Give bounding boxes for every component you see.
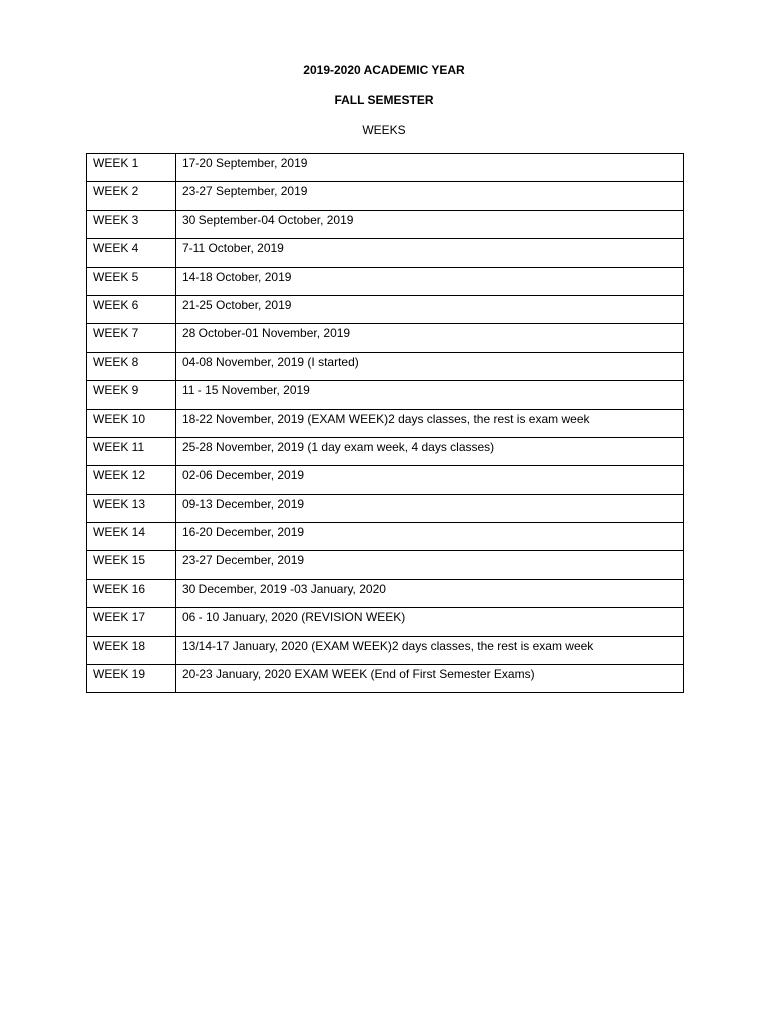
table-row xyxy=(87,579,684,607)
week-number-cell: WEEK 16 xyxy=(87,579,176,607)
table-row xyxy=(87,523,684,551)
week-number-cell: WEEK 6 xyxy=(87,295,176,323)
week-dates-cell: 02-06 December, 2019 xyxy=(176,466,684,494)
week-dates-cell: 06 - 10 January, 2020 (REVISION WEEK) xyxy=(176,608,684,636)
table-row xyxy=(87,182,684,210)
table-row xyxy=(87,239,684,267)
table-row xyxy=(87,267,684,295)
table-row xyxy=(87,665,684,693)
week-dates-cell: 14-18 October, 2019 xyxy=(176,267,684,295)
week-dates-cell: 7-11 October, 2019 xyxy=(176,239,684,267)
table-row xyxy=(87,551,684,579)
week-dates-cell: 13/14-17 January, 2020 (EXAM WEEK)2 days classes, the rest is exam week xyxy=(176,636,684,664)
week-number-cell: WEEK 8 xyxy=(87,352,176,380)
week-dates-cell: 23-27 December, 2019 xyxy=(176,551,684,579)
week-number-cell: WEEK 19 xyxy=(87,665,176,693)
table-row xyxy=(87,437,684,465)
document-title: 2019-2020 ACADEMIC YEAR xyxy=(303,63,465,77)
table-row xyxy=(87,494,684,522)
week-number-cell: WEEK 17 xyxy=(87,608,176,636)
week-number-cell: WEEK 13 xyxy=(87,494,176,522)
week-dates-cell: 17-20 September, 2019 xyxy=(176,154,684,182)
table-row xyxy=(87,295,684,323)
table-row xyxy=(87,210,684,238)
table-row xyxy=(87,154,684,182)
week-number-cell: WEEK 1 xyxy=(87,154,176,182)
week-number-cell: WEEK 9 xyxy=(87,381,176,409)
week-number-cell: WEEK 7 xyxy=(87,324,176,352)
week-number-cell: WEEK 2 xyxy=(87,182,176,210)
week-number-cell: WEEK 15 xyxy=(87,551,176,579)
table-row xyxy=(87,409,684,437)
table-row xyxy=(87,352,684,380)
table-row xyxy=(87,608,684,636)
week-dates-cell: 16-20 December, 2019 xyxy=(176,523,684,551)
table-row xyxy=(87,381,684,409)
week-dates-cell: 20-23 January, 2020 EXAM WEEK (End of First Semester Exams) xyxy=(176,665,684,693)
table-row xyxy=(87,466,684,494)
week-dates-cell: 23-27 September, 2019 xyxy=(176,182,684,210)
week-number-cell: WEEK 12 xyxy=(87,466,176,494)
weeks-heading: WEEKS xyxy=(362,123,406,137)
table-row xyxy=(87,636,684,664)
week-dates-cell: 18-22 November, 2019 (EXAM WEEK)2 days classes, the rest is exam week xyxy=(176,409,684,437)
week-number-cell: WEEK 11 xyxy=(87,437,176,465)
week-dates-cell: 28 October-01 November, 2019 xyxy=(176,324,684,352)
week-dates-cell: 09-13 December, 2019 xyxy=(176,494,684,522)
table-row xyxy=(87,324,684,352)
week-dates-cell: 21-25 October, 2019 xyxy=(176,295,684,323)
week-number-cell: WEEK 18 xyxy=(87,636,176,664)
schedule-body xyxy=(87,154,684,693)
week-schedule-table xyxy=(86,153,684,693)
week-number-cell: WEEK 3 xyxy=(87,210,176,238)
week-dates-cell: 30 September-04 October, 2019 xyxy=(176,210,684,238)
week-number-cell: WEEK 4 xyxy=(87,239,176,267)
week-dates-cell: 11 - 15 November, 2019 xyxy=(176,381,684,409)
semester-heading: FALL SEMESTER xyxy=(334,93,434,107)
week-dates-cell: 30 December, 2019 -03 January, 2020 xyxy=(176,579,684,607)
week-dates-cell: 25-28 November, 2019 (1 day exam week, 4 days classes) xyxy=(176,437,684,465)
week-number-cell: WEEK 5 xyxy=(87,267,176,295)
week-number-cell: WEEK 14 xyxy=(87,523,176,551)
week-dates-cell: 04-08 November, 2019 (I started) xyxy=(176,352,684,380)
week-number-cell: WEEK 10 xyxy=(87,409,176,437)
